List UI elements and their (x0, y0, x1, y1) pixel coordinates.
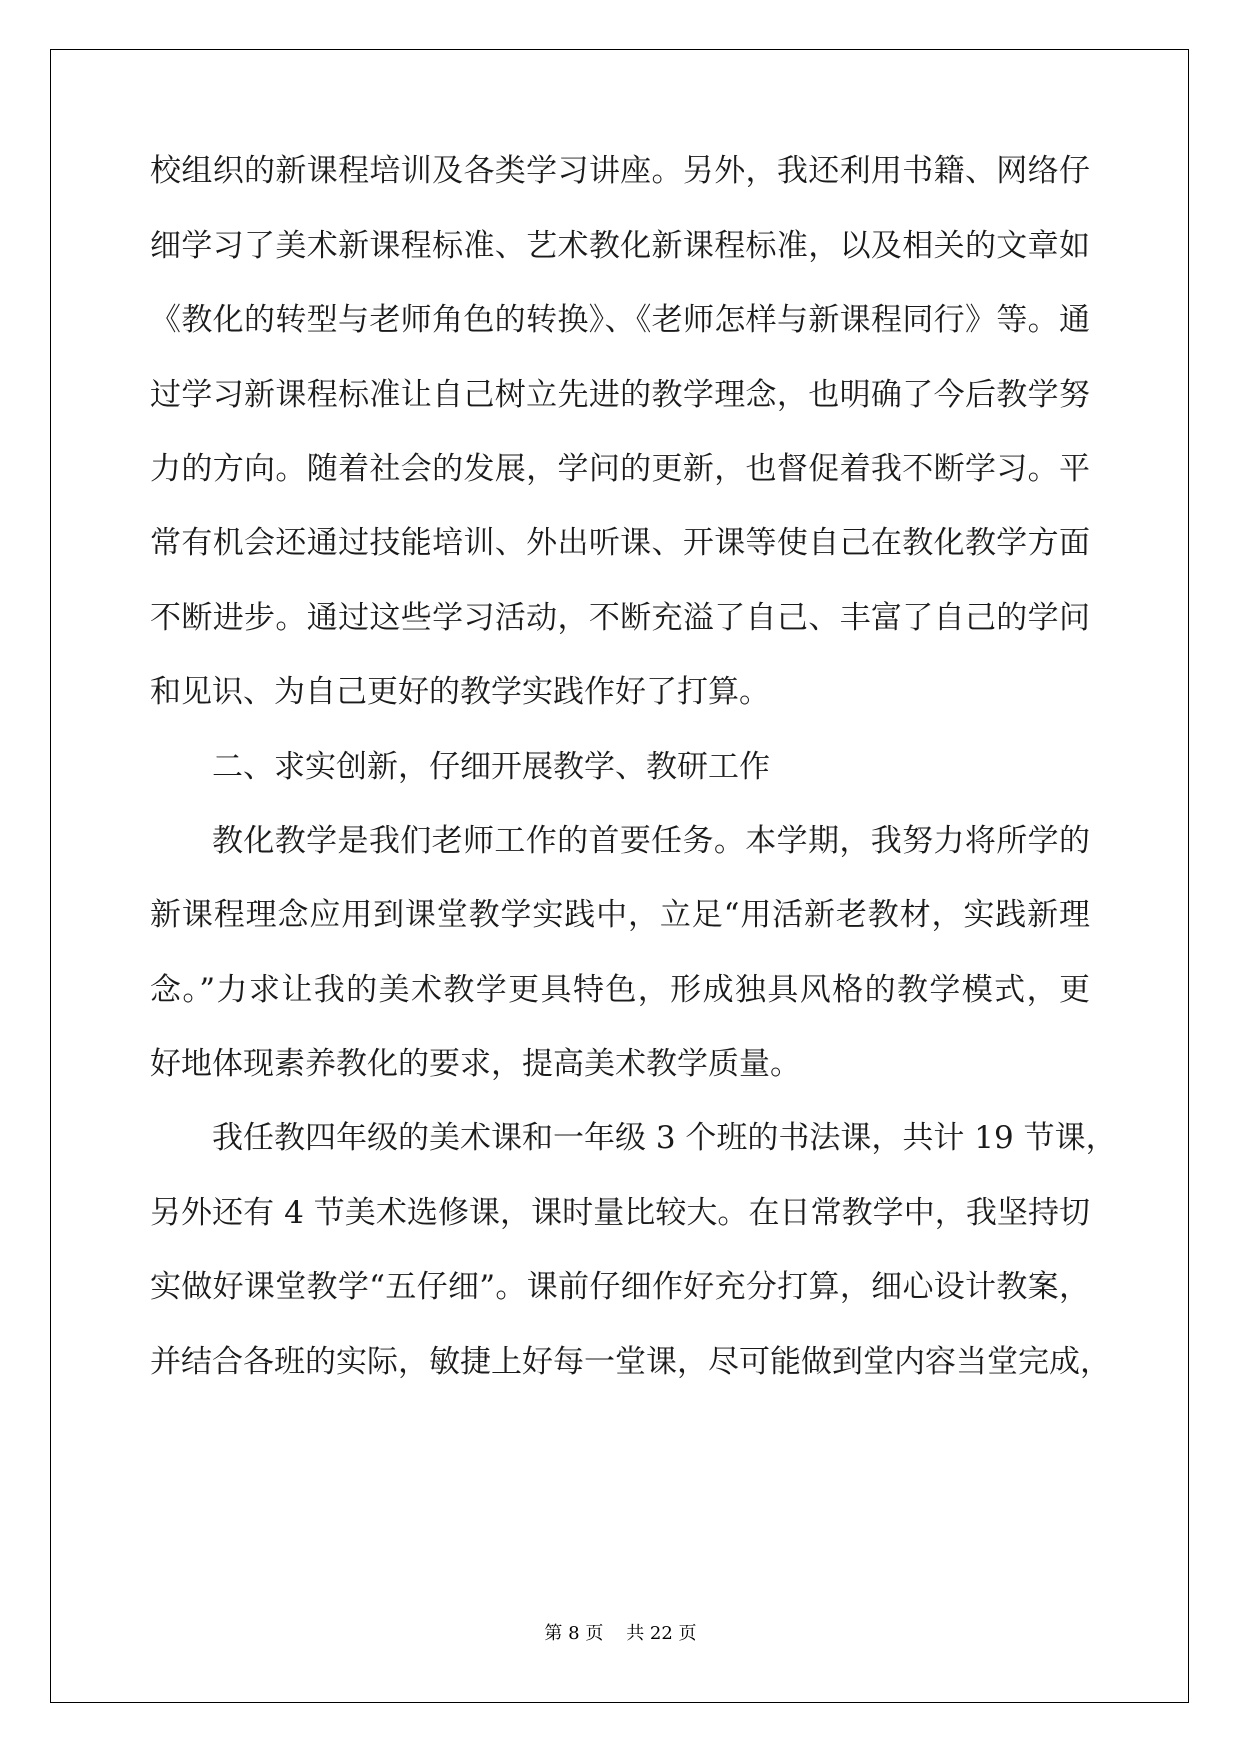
body-text-line: 常有机会还通过技能培训、外出听课、开课等使自己在教化教学方面 (150, 525, 1090, 561)
body-text-line: 细学习了美术新课程标准、艺术教化新课程标准，以及相关的文章如 (150, 228, 1090, 264)
page-number-footer: 第 8 页 共 22 页 (544, 1623, 697, 1644)
body-text-line: 校组织的新课程培训及各类学习讲座。另外，我还利用书籍、网络仔 (150, 153, 1090, 189)
page-border (50, 49, 1189, 1703)
section-heading: 二、求实创新，仔细开展教学、教研工作 (212, 749, 770, 785)
body-text-line: 实做好课堂教学“五仔细”。课前仔细作好充分打算，细心设计教案， (150, 1269, 1090, 1305)
body-text-line: 和见识、为自己更好的教学实践作好了打算。 (150, 674, 770, 710)
body-text-line: 好地体现素养教化的要求，提高美术教学质量。 (150, 1046, 801, 1082)
body-text-line: 并结合各班的实际，敏捷上好每一堂课，尽可能做到堂内容当堂完成， (150, 1344, 1111, 1380)
body-text-line: 《教化的转型与老师角色的转换》、《老师怎样与新课程同行》等。通 (150, 302, 1090, 338)
body-text-line: 不断进步。通过这些学习活动，不断充溢了自己、丰富了自己的学问 (150, 600, 1090, 636)
body-text-line: 念。”力求让我的美术教学更具特色，形成独具风格的教学模式，更 (150, 972, 1090, 1008)
body-text-line: 新课程理念应用到课堂教学实践中，立足“用活新老教材，实践新理 (150, 897, 1090, 933)
body-text-line: 另外还有 4 节美术选修课，课时量比较大。在日常教学中，我坚持切 (150, 1195, 1090, 1231)
body-text-line: 过学习新课程标准让自己树立先进的教学理念，也明确了今后教学努 (150, 377, 1090, 413)
body-text-line: 教化教学是我们老师工作的首要任务。本学期，我努力将所学的 (212, 823, 1090, 859)
body-text-line: 力的方向。随着社会的发展，学问的更新，也督促着我不断学习。平 (150, 451, 1090, 487)
body-text-line: 我任教四年级的美术课和一年级 3 个班的书法课，共计 19 节课， (212, 1120, 1117, 1156)
